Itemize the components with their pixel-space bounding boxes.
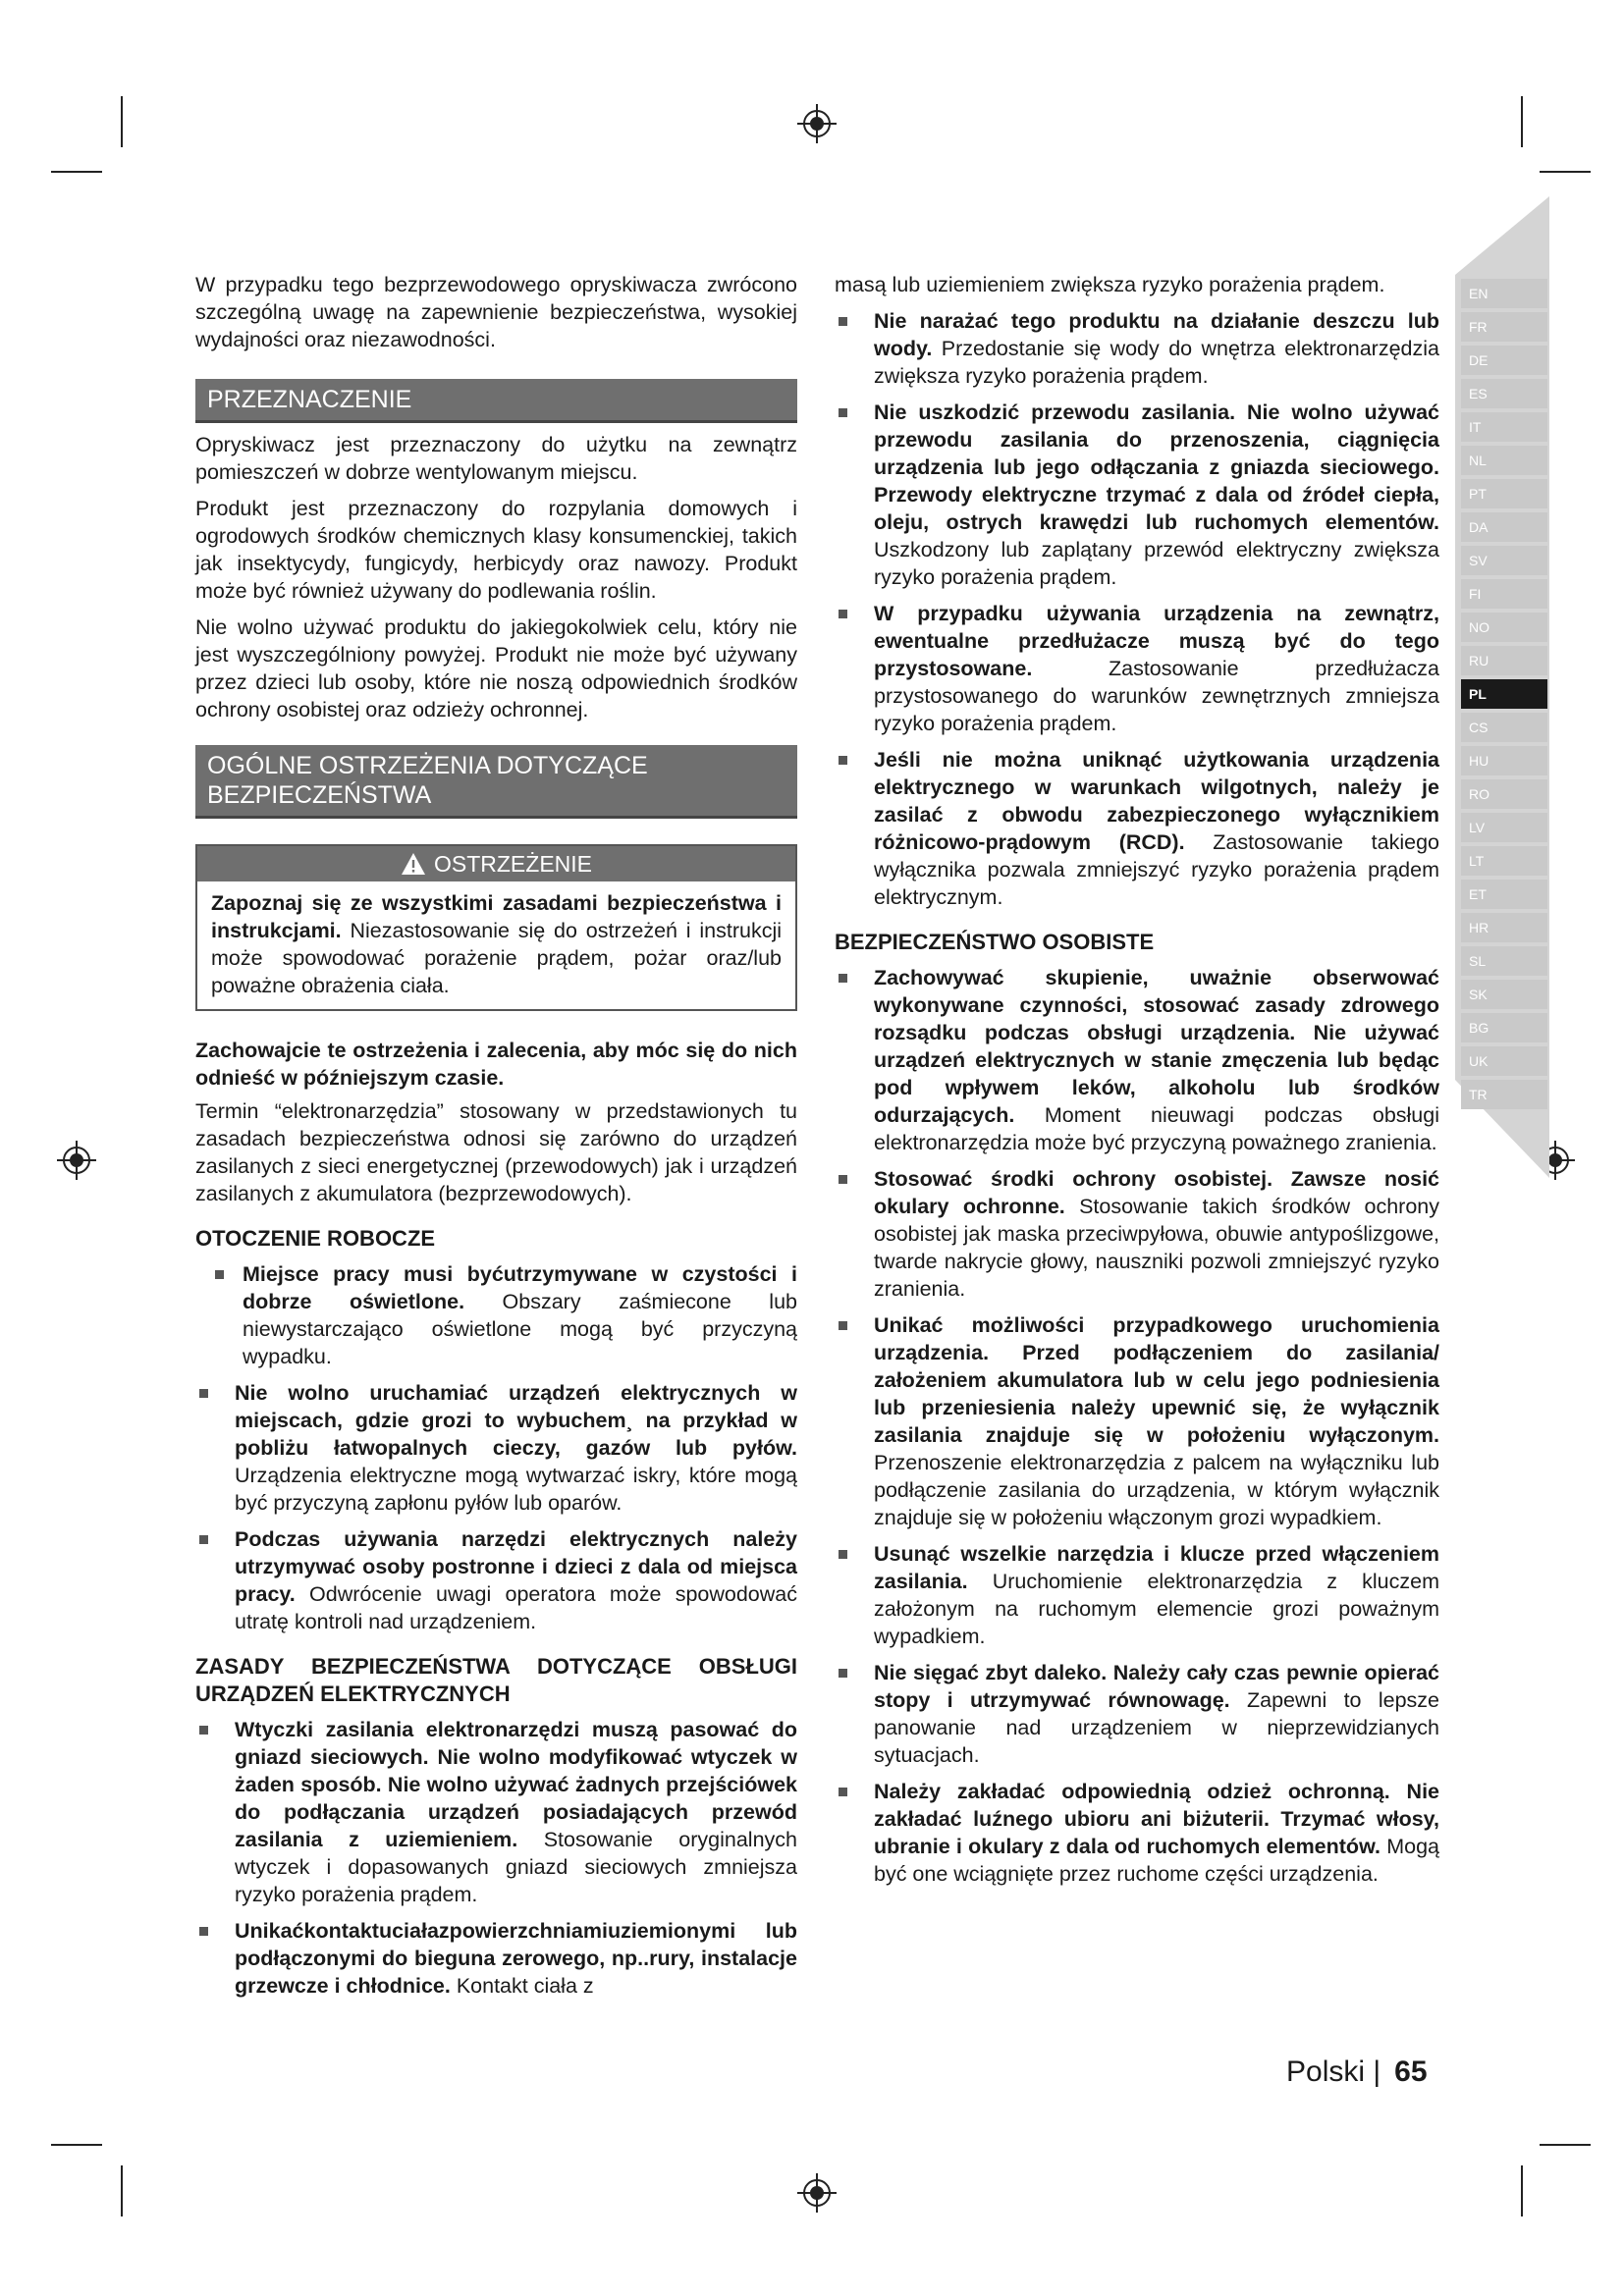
language-tab-ro[interactable]: RO (1461, 779, 1547, 809)
list-item (835, 964, 1439, 1156)
list-item-text: Urządzenia elektryczne mogą wytwarzać iskry, które mogą być przyczyną zapłonu pyłów lub oparów. (235, 1464, 797, 1515)
registration-mark-icon (795, 2171, 839, 2215)
list-item-bold: Nie narażać tego produktu na działanie deszczu lub wody. (874, 309, 1439, 360)
list-item-bold: Nie uszkodzić przewodu zasilania. Nie wolno używać przewodu zasilania do przenoszenia, ciągnięcia urządzenia lub jego odłączania z gniazda sieciowego. Przewody elektryczne trzymać z dala od źródeł ciepła, oleju, ostrych krawędzi lub ruchomych elementów. (874, 400, 1439, 534)
continuation-text: masą lub uziemieniem zwiększa ryzyko porażenia prądem. (835, 273, 1385, 296)
term-definition-text: Termin “elektronarzędzia” stosowany w przedstawionych tu zasadach bezpieczeństwa odnosi się zarówno do urządzeń zasilanych z sieci energetycznej (przewodowych) jak i urządzeń zasilanych z akumulatora (bezprzewodowych). (195, 1099, 797, 1205)
language-tab-ru[interactable]: RU (1461, 646, 1547, 675)
list-item-bold: Usunąć wszelkie narzędzia i klucze przed włączeniem zasilania. (874, 1542, 1439, 1593)
language-tab-hr[interactable]: HR (1461, 913, 1547, 942)
language-tab-fi[interactable]: FI (1461, 579, 1547, 609)
subsection-title-work-area: OTOCZENIE ROBOCZE (195, 1226, 436, 1251)
work-area-list (195, 1260, 797, 1635)
list-item-text: Uszkodzony lub zaplątany przewód elektryczny zwiększa ryzyko porażenia prądem. (874, 538, 1439, 589)
list-item-bold: Podczas używania narzędzi elektrycznych należy utrzymywać osoby postronne i dzieci z dala od miejsca pracy. (235, 1527, 797, 1606)
list-item-text: Stosowanie oryginalnych wtyczek i dopasowanych gniazd sieciowych zmniejsza ryzyko porażenia prądem. (235, 1828, 797, 1906)
list-item (195, 1260, 797, 1370)
crop-mark (1521, 2165, 1523, 2216)
crop-mark (121, 96, 123, 147)
list-item-text: Stosowanie takich środków ochrony osobistej jak maska przeciwpyłowa, obuwie antypoślizgowe, twarde nakrycie głowy, nauszniki pozwoli zmniejszyć ryzyko zranienia. (874, 1195, 1439, 1301)
warning-header (197, 846, 795, 881)
language-tab-da[interactable]: DA (1461, 512, 1547, 542)
language-tab-nl[interactable]: NL (1461, 446, 1547, 475)
list-item-bold: Nie wolno uruchamiać urządzeń elektrycznych w miejscach, gdzie grozi to wybuchem¸ na przykład w pobliżu łatwopalnych cieczy, gazów lub pyłów. (235, 1381, 797, 1460)
warning-triangle-icon (401, 852, 426, 876)
list-item-bold: Zachowywać skupienie, uważnie obserwować wykonywane czynności, stosować zasady zdrowego rozsądku podczas obsługi urządzenia. Nie używać urządzeń elektrycznych w stanie zmęczenia lub będąc pod wpływem leków, alkoholu lub środków odurzających. (874, 966, 1439, 1127)
list-item (195, 1379, 797, 1517)
warning-bold-text: Zapoznaj się ze wszystkimi zasadami bezpieczeństwa i instrukcjami. (211, 891, 782, 942)
language-tab-sk[interactable]: SK (1461, 980, 1547, 1009)
intro-text: W przypadku tego bezprzewodowego opryskiwacza zwrócono szczególną uwagę na zapewnienie bezpieczeństwa, wysokiej wydajności oraz niezawodności. (195, 273, 797, 351)
list-item-text: Mogą być one wciągnięte przez ruchome części urządzenia. (874, 1835, 1439, 1886)
list-item (195, 1917, 797, 2000)
list-item-bold: Unikaćkontaktuciałazpowierzchniamiuziemionymi lub podłączonymi do bieguna zerowego, np..rury, instalacje grzewcze i chłodnice. (235, 1919, 797, 1998)
electrical-list (195, 1716, 797, 2000)
subsection-title-personal-safety: BEZPIECZEŃSTWO OSOBISTE (835, 930, 1155, 954)
language-tab-tr[interactable]: TR (1461, 1080, 1547, 1109)
right-column (835, 271, 1439, 1896)
crop-mark (1521, 96, 1523, 147)
list-item-bold: Wtyczki zasilania elektronarzędzi muszą pasować do gniazd sieciowych. Nie wolno modyfikować wtyczek w żaden sposób. Nie wolno używać żadnych przejściówek do podłączania urządzeń posiadających przewód zasilania z uziemieniem. (235, 1718, 797, 1851)
section-title-general-safety (195, 745, 797, 819)
list-item-text: Przenoszenie elektronarzędzia z palcem na wyłączniku lub podłączenie zasilania do urządzenia, w którym wyłącznik znajduje się w położeniu włączonym grozi wypadkiem. (874, 1451, 1439, 1529)
warning-box (195, 844, 797, 1011)
purpose-paragraph: Produkt jest przeznaczony do rozpylania domowych i ogrodowych środków chemicznych klasy konsumenckiej, takich jak insektycydy, fungicydy, herbicydy oraz nawozy. Produkt może być również używany do podlewania roślin. (195, 497, 797, 603)
language-tab-uk[interactable]: UK (1461, 1046, 1547, 1076)
language-tab-sv[interactable]: SV (1461, 546, 1547, 575)
list-item (195, 1716, 797, 1908)
list-item (835, 1165, 1439, 1303)
list-item (835, 1778, 1439, 1888)
list-item-bold: W przypadku używania urządzenia na zewnątrz, ewentualne przedłużacze muszą być do tego przystosowane. (874, 602, 1439, 680)
list-item-text: Odwrócenie uwagi operatora może spowodować utratę kontroli nad urządzeniem. (235, 1582, 797, 1633)
list-item (835, 600, 1439, 737)
list-item-text: Zapewni to lepsze panowanie nad urządzeniem w nieprzewidzianych sytuacjach. (874, 1688, 1439, 1767)
language-tab-pl[interactable]: PL (1461, 679, 1547, 709)
left-column (195, 271, 797, 2008)
personal-safety-list (835, 964, 1439, 1888)
purpose-paragraph: Nie wolno używać produktu do jakiegokolwiek celu, który nie jest wyszczególniony powyżej. Produkt nie może być używany przez dzieci lub osoby, które nie noszą odpowiednich środków ochrony osobistej oraz odzieży ochronnej. (195, 615, 797, 721)
list-item-text: Moment nieuwagi podczas obsługi elektronarzędzia może być przyczyną poważnego zranienia. (874, 1103, 1439, 1154)
section-title-purpose: PRZEZNACZENIE (195, 379, 797, 423)
language-tab-sl[interactable]: SL (1461, 946, 1547, 976)
warning-title: OSTRZEŻENIE (433, 851, 592, 877)
list-item-text: Zastosowanie takiego wyłącznika pozwala zmniejszyć ryzyko porażenia prądem elektrycznym. (874, 830, 1439, 909)
language-tab-et[interactable]: ET (1461, 880, 1547, 909)
subsection-title-electrical: ZASADY BEZPIECZEŃSTWA DOTYCZĄCE OBSŁUGI URZĄDZEŃ ELEKTRYCZNYCH (195, 1654, 797, 1706)
language-tab-lt[interactable]: LT (1461, 846, 1547, 876)
registration-mark-icon (55, 1139, 98, 1182)
language-tab-lv[interactable]: LV (1461, 813, 1547, 842)
list-item-text: Przedostanie się wody do wnętrza elektronarzędzia zwiększa ryzyko porażenia prądem. (874, 337, 1439, 388)
purpose-paragraph: Opryskiwacz jest przeznaczony do użytku na zewnątrz pomieszczeń w dobrze wentylowanym miejscu. (195, 433, 797, 484)
list-item-bold: Jeśli nie można uniknąć użytkowania urządzenia elektrycznego w warunkach wilgotnych, należy je zasilać z obwodu zabezpieczonego wyłącznikiem różnicowo-prądowym (RCD). (874, 748, 1439, 854)
list-item-bold: Miejsce pracy musi byćutrzymywane w czystości i dobrze oświetlone. (243, 1262, 797, 1313)
list-item (835, 307, 1439, 390)
list-item (835, 1540, 1439, 1650)
keep-instructions-notice: Zachowajcie te ostrzeżenia i zalecenia, aby móc się do nich odnieść w późniejszym czasie. (195, 1039, 797, 1090)
page-footer (1286, 2056, 1428, 2089)
language-tab-de[interactable]: DE (1461, 346, 1547, 375)
language-tab-fr[interactable]: FR (1461, 312, 1547, 342)
section-title-line: BEZPIECZEŃSTWA (207, 781, 432, 809)
language-tab-en[interactable]: EN (1461, 279, 1547, 308)
list-item-bold: Nie sięgać zbyt daleko. Należy cały czas pewnie opierać stopy i utrzymywać równowagę. (874, 1661, 1439, 1712)
warning-text: Niezastosowanie się do ostrzeżeń i instrukcji może spowodować porażenie prądem, pożar oraz/lub poważne obrażenia ciała. (211, 919, 782, 997)
list-item (835, 1311, 1439, 1531)
crop-mark (1540, 171, 1591, 173)
warning-body (197, 881, 795, 1009)
page-number: 65 (1394, 2056, 1428, 2088)
list-item-text: Obszary zaśmiecone lub niewystarczająco oświetlone mogą być przyczyną wypadku. (243, 1290, 797, 1368)
list-item (835, 746, 1439, 911)
crop-mark (1540, 2144, 1591, 2146)
list-item-text: Uruchomienie elektronarzędzia z kluczem założonym na ruchomym elemencie grozi poważnym wypadkiem. (874, 1570, 1439, 1648)
language-tab-es[interactable]: ES (1461, 379, 1547, 408)
language-tab-bg[interactable]: BG (1461, 1013, 1547, 1042)
crop-mark (51, 2144, 102, 2146)
list-item (835, 1659, 1439, 1769)
language-tab-no[interactable]: NO (1461, 613, 1547, 642)
list-item-bold: Unikać możliwości przypadkowego uruchomienia urządzenia. Przed podłączeniem do zasilania/ założeniem akumulatora lub w celu jego podniesienia lub przeniesienia należy upewnić się, że wyłącznik zasilania znajduje się w położeniu wyłączonym. (874, 1313, 1439, 1447)
list-item (835, 399, 1439, 591)
registration-mark-icon (795, 102, 839, 145)
language-tab-cs[interactable]: CS (1461, 713, 1547, 742)
crop-mark (121, 2165, 123, 2216)
list-item (195, 1525, 797, 1635)
language-tabs (1461, 279, 1547, 1113)
language-tab-pt[interactable]: PT (1461, 479, 1547, 508)
list-item-text: Zastosowanie przedłużacza przystosowanego do warunków zewnętrznych zmniejsza ryzyko porażenia prądem. (874, 657, 1439, 735)
section-title-line: OGÓLNE OSTRZEŻENIA DOTYCZĄCE (207, 752, 648, 779)
crop-mark (51, 171, 102, 173)
list-item-text: Kontakt ciała z (450, 1974, 594, 1998)
language-tab-hu[interactable]: HU (1461, 746, 1547, 775)
language-tab-it[interactable]: IT (1461, 412, 1547, 442)
list-item-bold: Należy zakładać odpowiednią odzież ochronną. Nie zakładać luźnego ubioru ani biżuterii. Trzymać włosy, ubranie i okulary z dala od ruchomych elementów. (874, 1780, 1439, 1858)
footer-language: Polski | (1286, 2056, 1381, 2088)
list-item-bold: Stosować środki ochrony osobistej. Zawsze nosić okulary ochronne. (874, 1167, 1439, 1218)
electrical-list-continued (835, 307, 1439, 911)
purpose-paragraphs (195, 431, 797, 723)
